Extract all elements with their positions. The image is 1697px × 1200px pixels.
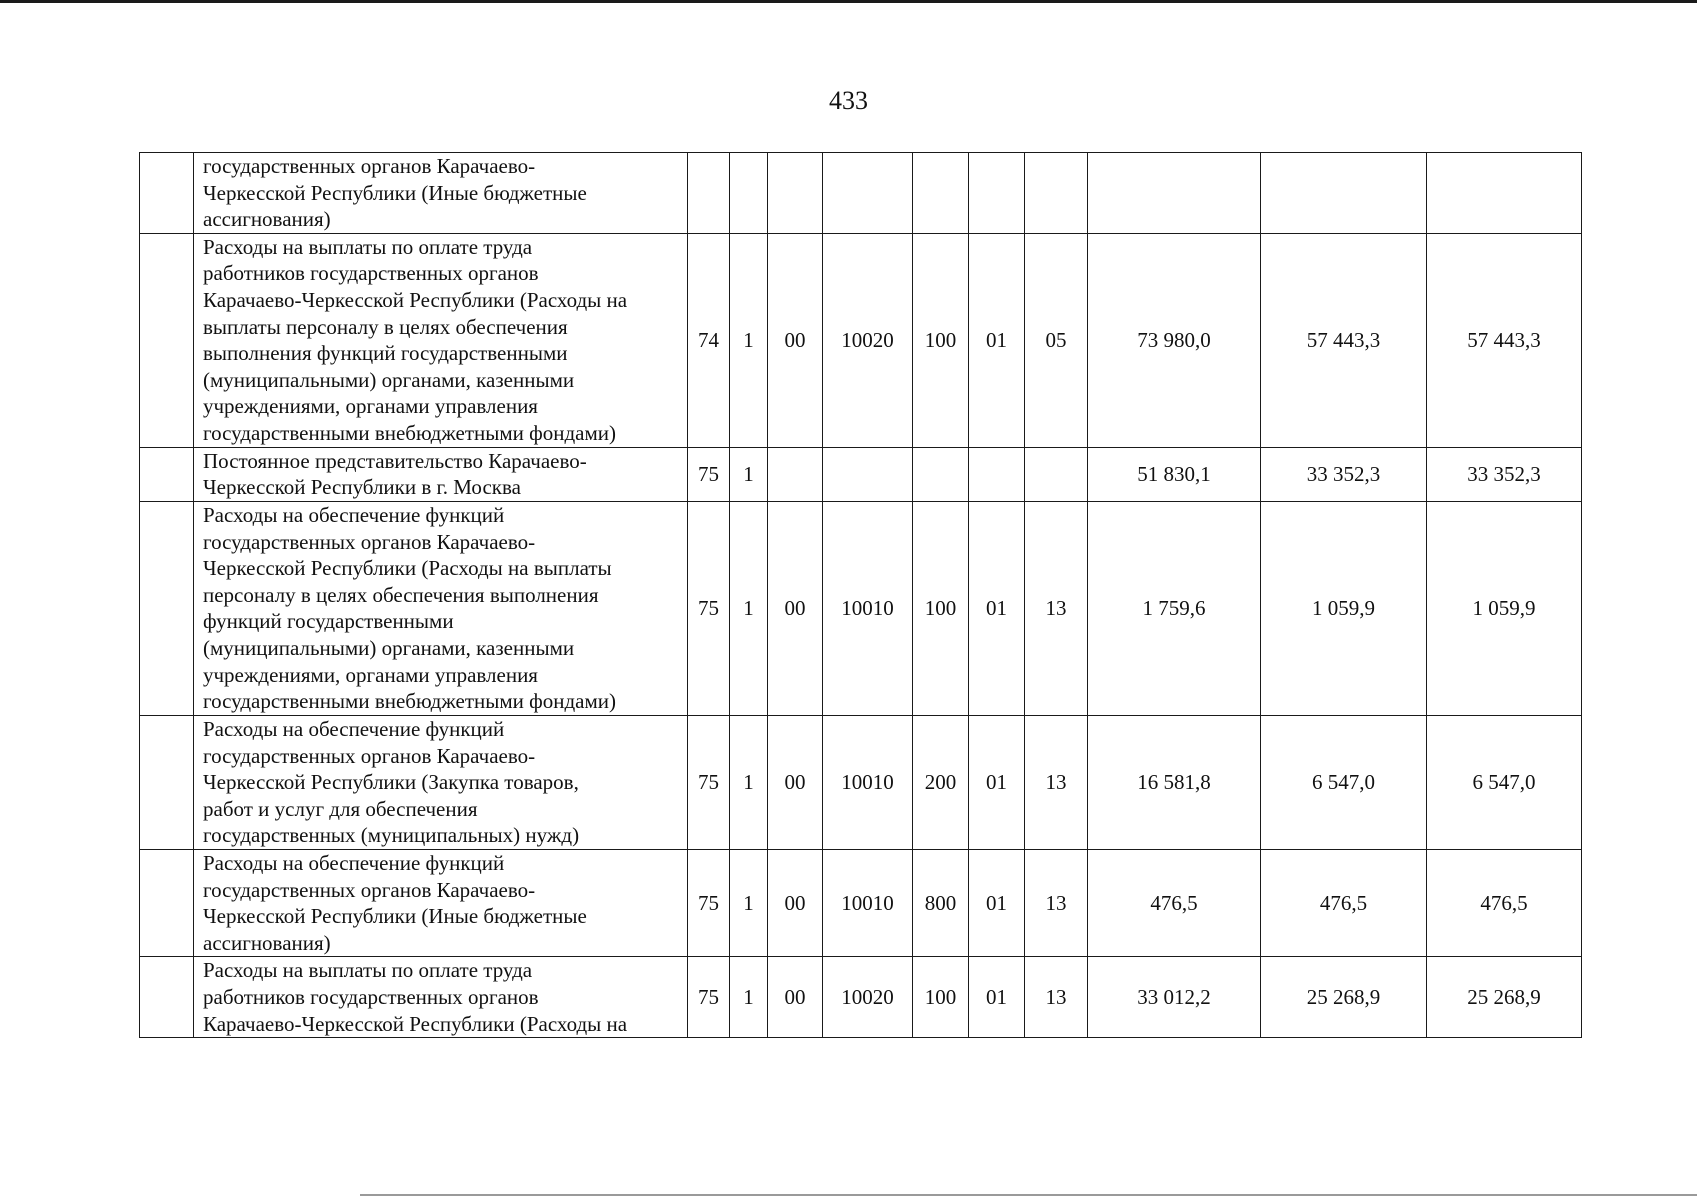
description-line: работ и услуг для обеспечения [203, 796, 478, 821]
code-column-6-cell [969, 153, 1025, 234]
description-line: Расходы на обеспечение функций [203, 850, 505, 875]
row-number-cell [140, 715, 194, 849]
code-column-3-cell: 00 [768, 501, 823, 715]
description-line: Карачаево-Черкесской Республики (Расходы на [203, 287, 628, 312]
amount-column-1-cell: 51 830,1 [1088, 447, 1261, 501]
code-column-1-cell: 74 [688, 233, 730, 447]
description-line: Черкесской Республики (Расходы на выплаты [203, 556, 612, 581]
code-column-5-cell [913, 447, 969, 501]
description-line: Расходы на выплаты по оплате труда [203, 958, 533, 983]
row-number-cell [140, 501, 194, 715]
code-column-3-cell [768, 447, 823, 501]
code-column-7-cell: 13 [1025, 501, 1088, 715]
code-column-7-cell: 13 [1025, 849, 1088, 956]
expense-description-cell [194, 715, 688, 849]
table-row [140, 501, 1582, 715]
amount-column-1-cell: 33 012,2 [1088, 957, 1261, 1038]
description-line: ассигнования) [203, 207, 331, 232]
bottom-border-line [360, 1194, 1697, 1196]
code-column-6-cell: 01 [969, 849, 1025, 956]
code-column-4-cell [823, 447, 913, 501]
table-row [140, 849, 1582, 956]
code-column-4-cell: 10020 [823, 957, 913, 1038]
code-column-5-cell: 800 [913, 849, 969, 956]
amount-column-3-cell: 476,5 [1427, 849, 1582, 956]
description-line: государственных органов Карачаево- [203, 154, 536, 178]
code-column-5-cell: 200 [913, 715, 969, 849]
description-line: персоналу в целях обеспечения выполнения [203, 582, 599, 607]
amount-column-3-cell: 1 059,9 [1427, 501, 1582, 715]
description-line: выплаты персоналу в целях обеспечения [203, 314, 568, 339]
code-column-7-cell [1025, 153, 1088, 234]
amount-column-1-cell: 1 759,6 [1088, 501, 1261, 715]
description-line: учреждениями, органами управления [203, 662, 538, 687]
amount-column-2-cell: 6 547,0 [1261, 715, 1427, 849]
description-line: государственных органов Карачаево- [203, 743, 536, 768]
code-column-1-cell [688, 153, 730, 234]
description-line: государственных органов Карачаево- [203, 877, 536, 902]
code-column-1-cell: 75 [688, 501, 730, 715]
row-number-cell [140, 153, 194, 234]
code-column-3-cell: 00 [768, 715, 823, 849]
code-column-1-cell: 75 [688, 715, 730, 849]
code-column-4-cell: 10010 [823, 849, 913, 956]
description-line: Карачаево-Черкесской Республики (Расходы на [203, 1011, 628, 1036]
code-column-2-cell: 1 [730, 447, 768, 501]
code-column-1-cell: 75 [688, 957, 730, 1038]
code-column-2-cell: 1 [730, 715, 768, 849]
amount-column-1-cell [1088, 153, 1261, 234]
description-line: Черкесской Республики (Иные бюджетные [203, 180, 587, 205]
code-column-5-cell: 100 [913, 501, 969, 715]
code-column-2-cell [730, 153, 768, 234]
amount-column-3-cell: 57 443,3 [1427, 233, 1582, 447]
row-number-cell [140, 849, 194, 956]
row-number-cell [140, 957, 194, 1038]
amount-column-2-cell: 25 268,9 [1261, 957, 1427, 1038]
code-column-5-cell: 100 [913, 233, 969, 447]
amount-column-3-cell: 6 547,0 [1427, 715, 1582, 849]
description-line: Черкесской Республики (Иные бюджетные [203, 904, 587, 929]
code-column-2-cell: 1 [730, 957, 768, 1038]
description-line: Расходы на обеспечение функций [203, 716, 505, 741]
code-column-3-cell: 00 [768, 957, 823, 1038]
expense-description-cell [194, 957, 688, 1038]
amount-column-2-cell: 33 352,3 [1261, 447, 1427, 501]
code-column-5-cell [913, 153, 969, 234]
top-border-line [0, 0, 1697, 3]
code-column-3-cell [768, 153, 823, 234]
description-line: ассигнования) [203, 930, 331, 955]
table-row [140, 233, 1582, 447]
amount-column-2-cell: 1 059,9 [1261, 501, 1427, 715]
description-line: выполнения функций государственными [203, 341, 568, 366]
amount-column-1-cell: 16 581,8 [1088, 715, 1261, 849]
budget-table [139, 152, 1582, 1038]
code-column-1-cell: 75 [688, 447, 730, 501]
description-line: Черкесской Республики (Закупка товаров, [203, 770, 579, 795]
table-row [140, 153, 1582, 234]
code-column-7-cell: 13 [1025, 957, 1088, 1038]
code-column-4-cell: 10010 [823, 501, 913, 715]
code-column-7-cell: 13 [1025, 715, 1088, 849]
code-column-6-cell: 01 [969, 233, 1025, 447]
code-column-2-cell: 1 [730, 233, 768, 447]
description-line: (муниципальными) органами, казенными [203, 367, 575, 392]
expense-description-cell [194, 447, 688, 501]
code-column-7-cell: 05 [1025, 233, 1088, 447]
code-column-6-cell: 01 [969, 501, 1025, 715]
amount-column-1-cell: 73 980,0 [1088, 233, 1261, 447]
expense-description-cell [194, 233, 688, 447]
code-column-3-cell: 00 [768, 233, 823, 447]
description-line: Расходы на выплаты по оплате труда [203, 234, 533, 259]
page-number: 433 [829, 86, 868, 115]
code-column-4-cell: 10010 [823, 715, 913, 849]
description-line: государственных органов Карачаево- [203, 529, 536, 554]
description-line: работников государственных органов [203, 984, 539, 1009]
description-line: государственных (муниципальных) нужд) [203, 823, 580, 848]
description-line: работников государственных органов [203, 261, 539, 286]
amount-column-3-cell [1427, 153, 1582, 234]
code-column-5-cell: 100 [913, 957, 969, 1038]
code-column-6-cell: 01 [969, 715, 1025, 849]
table-row [140, 447, 1582, 501]
amount-column-2-cell: 476,5 [1261, 849, 1427, 956]
amount-column-1-cell: 476,5 [1088, 849, 1261, 956]
code-column-3-cell: 00 [768, 849, 823, 956]
description-line: Расходы на обеспечение функций [203, 502, 505, 527]
expense-description-cell [194, 501, 688, 715]
code-column-6-cell: 01 [969, 957, 1025, 1038]
description-line: Черкесской Республики в г. Москва [203, 475, 521, 500]
amount-column-2-cell [1261, 153, 1427, 234]
code-column-2-cell: 1 [730, 849, 768, 956]
expense-description-cell [194, 849, 688, 956]
description-line: государственными внебюджетными фондами) [203, 689, 617, 714]
description-line: Постоянное представительство Карачаево- [203, 448, 587, 473]
code-column-1-cell: 75 [688, 849, 730, 956]
amount-column-3-cell: 25 268,9 [1427, 957, 1582, 1038]
code-column-6-cell [969, 447, 1025, 501]
description-line: государственными внебюджетными фондами) [203, 420, 617, 445]
description-line: (муниципальными) органами, казенными [203, 635, 575, 660]
amount-column-3-cell: 33 352,3 [1427, 447, 1582, 501]
description-line: функций государственными [203, 609, 454, 634]
description-line: учреждениями, органами управления [203, 394, 538, 419]
row-number-cell [140, 233, 194, 447]
expense-description-cell [194, 153, 688, 234]
table-row [140, 957, 1582, 1038]
code-column-2-cell: 1 [730, 501, 768, 715]
code-column-4-cell [823, 153, 913, 234]
table-row [140, 715, 1582, 849]
row-number-cell [140, 447, 194, 501]
amount-column-2-cell: 57 443,3 [1261, 233, 1427, 447]
table-body [140, 153, 1582, 1038]
code-column-7-cell [1025, 447, 1088, 501]
code-column-4-cell: 10020 [823, 233, 913, 447]
